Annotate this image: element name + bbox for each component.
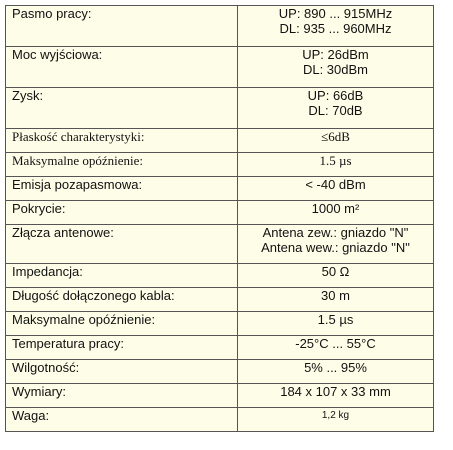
spec-value-line: < -40 dBm xyxy=(305,177,366,192)
spec-label: Maksymalne opóźnienie: xyxy=(6,153,238,177)
table-row xyxy=(6,264,434,288)
spec-value xyxy=(238,384,434,408)
spec-value-line: Antena zew.: gniazdo "N" xyxy=(262,225,409,240)
spec-value xyxy=(238,129,434,153)
table-row xyxy=(6,153,434,177)
spec-value-line: -25°C ... 55°C xyxy=(295,336,376,351)
spec-value-line: Antena wew.: gniazdo "N" xyxy=(261,240,410,255)
spec-value xyxy=(238,6,434,47)
table-row xyxy=(6,336,434,360)
table-row xyxy=(6,225,434,264)
spec-label: Emisja pozapasmowa: xyxy=(6,177,238,201)
spec-label: Złącza antenowe: xyxy=(6,225,238,264)
spec-label: Długość dołączonego kabla: xyxy=(6,288,238,312)
spec-value-line: 1.5 µs xyxy=(319,153,352,168)
table-row xyxy=(6,177,434,201)
table-row xyxy=(6,129,434,153)
spec-value-line: UP: 26dBm xyxy=(302,47,369,62)
spec-value-line: 1.5 µs xyxy=(317,312,354,327)
spec-label: Pasmo pracy: xyxy=(6,6,238,47)
spec-value-line: 184 x 107 x 33 mm xyxy=(280,384,391,399)
table-row xyxy=(6,312,434,336)
spec-value-line: DL: 30dBm xyxy=(302,62,369,77)
spec-value-line: ≤6dB xyxy=(321,129,350,144)
spec-value xyxy=(238,408,434,432)
spec-value xyxy=(238,288,434,312)
table-row xyxy=(6,360,434,384)
spec-value xyxy=(238,225,434,264)
spec-value xyxy=(238,312,434,336)
spec-value xyxy=(238,153,434,177)
spec-label: Płaskość charakterystyki: xyxy=(6,129,238,153)
spec-label: Temperatura pracy: xyxy=(6,336,238,360)
spec-value xyxy=(238,264,434,288)
spec-table xyxy=(5,5,434,432)
spec-label: Zysk: xyxy=(6,88,238,129)
spec-value-line: 30 m xyxy=(321,288,350,303)
spec-value-line: DL: 70dB xyxy=(308,103,363,118)
spec-value-line: 1000 m² xyxy=(311,201,360,216)
spec-value xyxy=(238,201,434,225)
spec-value xyxy=(238,88,434,129)
table-row xyxy=(6,88,434,129)
spec-value-line: UP: 890 ... 915MHz xyxy=(278,6,393,21)
spec-label: Maksymalne opóźnienie: xyxy=(6,312,238,336)
spec-value-line: 1,2 kg xyxy=(321,410,350,421)
spec-value-line: 50 Ω xyxy=(321,264,350,279)
spec-value xyxy=(238,177,434,201)
spec-value xyxy=(238,336,434,360)
table-row xyxy=(6,201,434,225)
spec-value xyxy=(238,47,434,88)
table-row xyxy=(6,6,434,47)
spec-value-line: 5% ... 95% xyxy=(304,360,367,375)
spec-value-line: DL: 935 ... 960MHz xyxy=(279,21,392,36)
spec-label: Wilgotność: xyxy=(6,360,238,384)
spec-label: Waga: xyxy=(6,408,238,432)
table-row xyxy=(6,408,434,432)
table-row xyxy=(6,47,434,88)
spec-label: Pokrycie: xyxy=(6,201,238,225)
spec-value xyxy=(238,360,434,384)
table-row xyxy=(6,288,434,312)
spec-label: Moc wyjściowa: xyxy=(6,47,238,88)
spec-label: Impedancja: xyxy=(6,264,238,288)
spec-label: Wymiary: xyxy=(6,384,238,408)
table-row xyxy=(6,384,434,408)
spec-value-line: UP: 66dB xyxy=(307,88,364,103)
